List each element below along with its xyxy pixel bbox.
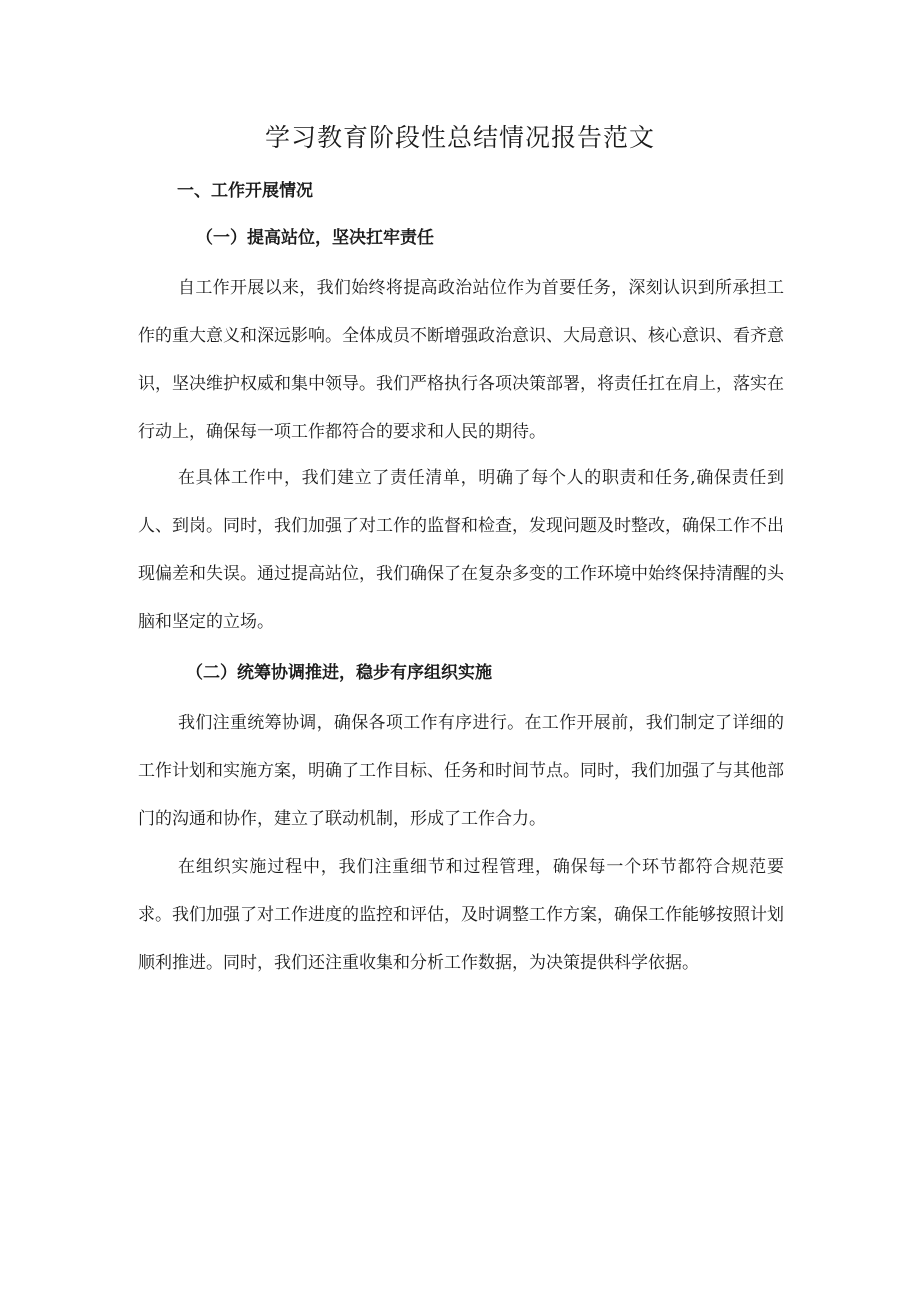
paragraph-2: 在具体工作中，我们建立了责任清单，明确了每个人的职责和任务,确保责任到人、到岗。同时，我们加强了对工作的监督和检查，发现问题及时整改，确保工作不出现偏差和失误。通过提高站位，我们确保了在复杂多变的工作环境中始终保持清醒的头脑和坚定的立场。: [138, 468, 784, 632]
subsection-heading-2: （二）统筹协调推进，稳步有序组织实施: [186, 663, 492, 683]
section-heading-work-progress: 一、工作开展情况: [177, 181, 313, 201]
paragraph-4: 在组织实施过程中，我们注重细节和过程管理，确保每一个环节都符合规范要求。我们加强了对工作进度的监控和评估，及时调整工作方案，确保工作能够按照计划顺利推进。同时，我们还注重收集和分析工作数据，为决策提供科学依据。: [138, 857, 784, 973]
paragraph-3: 我们注重统筹协调，确保各项工作有序进行。在工作开展前，我们制定了详细的工作计划和实施方案，明确了工作目标、任务和时间节点。同时，我们加强了与其他部门的沟通和协作，建立了联动机制，形成了工作合力。: [138, 713, 784, 829]
subsection-heading-1: （一）提高站位，坚决扛牢责任: [196, 228, 434, 248]
paragraph-1: 自工作开展以来，我们始终将提高政治站位作为首要任务，深刻认识到所承担工作的重大意义和深远影响。全体成员不断增强政治意识、大局意识、核心意识、看齐意识，坚决维护权威和集中领导。我们严格执行各项决策部署，将责任扛在肩上，落实在行动上，确保每一项工作都符合的要求和人民的期待。: [138, 278, 784, 442]
document-title: 学习教育阶段性总结情况报告范文: [264, 123, 655, 152]
